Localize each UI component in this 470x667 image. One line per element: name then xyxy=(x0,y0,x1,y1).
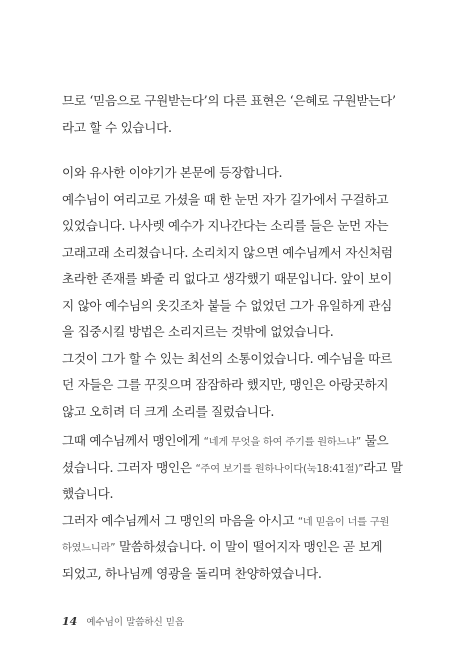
page-footer xyxy=(62,614,184,628)
text-line xyxy=(62,534,434,561)
text-line xyxy=(62,455,434,482)
text-line: 않고 오히려 더 크게 소리를 질렀습니다. xyxy=(62,403,275,419)
page-number: 14 xyxy=(62,615,78,628)
text-line: 고래고래 소리쳤습니다. 소리치지 않으면 예수님께서 자신처럼 xyxy=(62,244,393,260)
text-line: 므로 ‘믿음으로 구원받는다’의 다른 표현은 ‘은혜로 구원받는다’ xyxy=(62,93,396,108)
text-line: 초라한 존재를 봐줄 리 없다고 생각했기 때문입니다. 앞이 보이 xyxy=(62,271,392,286)
text-line: 지 않아 예수님의 옷깃조차 붙들 수 없었던 그가 유일하게 관심 xyxy=(62,297,392,313)
text-line: 을 집중시킬 방법은 소리지르는 것밖에 없었습니다. xyxy=(62,324,334,339)
text-segment: 라고 말 xyxy=(363,459,403,475)
quotation: “네게 무엇을 하여 주기를 원하느냐” xyxy=(203,437,361,448)
quotation: “네 믿음이 너를 구원 xyxy=(297,516,390,528)
running-title: 예수님이 말씀하신 믿음 xyxy=(86,617,185,628)
text-line: 있었습니다. 나사렛 예수가 지나간다는 소리를 들은 눈먼 자는 xyxy=(62,218,389,233)
text-segment: 그러자 예수님께서 그 맹인의 마음을 아시고 xyxy=(62,512,298,528)
text-line: 이와 유사한 이야기가 본문에 등장합니다. xyxy=(62,165,283,180)
text-line xyxy=(62,508,434,535)
text-segment: 그때 예수님께서 맹인에게 xyxy=(62,433,204,448)
text-line: 던 자들은 그를 꾸짖으며 잠잠하라 했지만, 맹인은 아랑곳하지 xyxy=(62,377,389,392)
quotation: 하였느니라” xyxy=(62,543,116,554)
text-line xyxy=(62,428,434,455)
quotation: “주여 보기를 원하나이다(눅18:41절)” xyxy=(195,463,364,475)
paragraph-3 xyxy=(62,428,434,587)
text-line: 그것이 그가 할 수 있는 최선의 소통이었습니다. 예수님을 따르 xyxy=(62,350,392,366)
text-line: 되었고, 하나님께 영광을 돌리며 찬양하였습니다. xyxy=(62,565,322,581)
text-line: 예수님이 여리고로 가셨을 때 한 눈먼 자가 길가에서 구걸하고 xyxy=(62,191,389,207)
text-segment: 셨습니다. 그러자 맹인은 xyxy=(62,459,196,475)
text-segment: 말씀하셨습니다. 이 말이 떨어지자 맹인은 곧 보게 xyxy=(115,539,383,554)
paragraph-2 xyxy=(62,160,434,425)
text-line: 했습니다. xyxy=(62,486,114,501)
text-segment: 물으 xyxy=(360,433,389,448)
text-line: 라고 할 수 있습니다. xyxy=(62,119,172,135)
paragraph-1 xyxy=(62,88,434,141)
